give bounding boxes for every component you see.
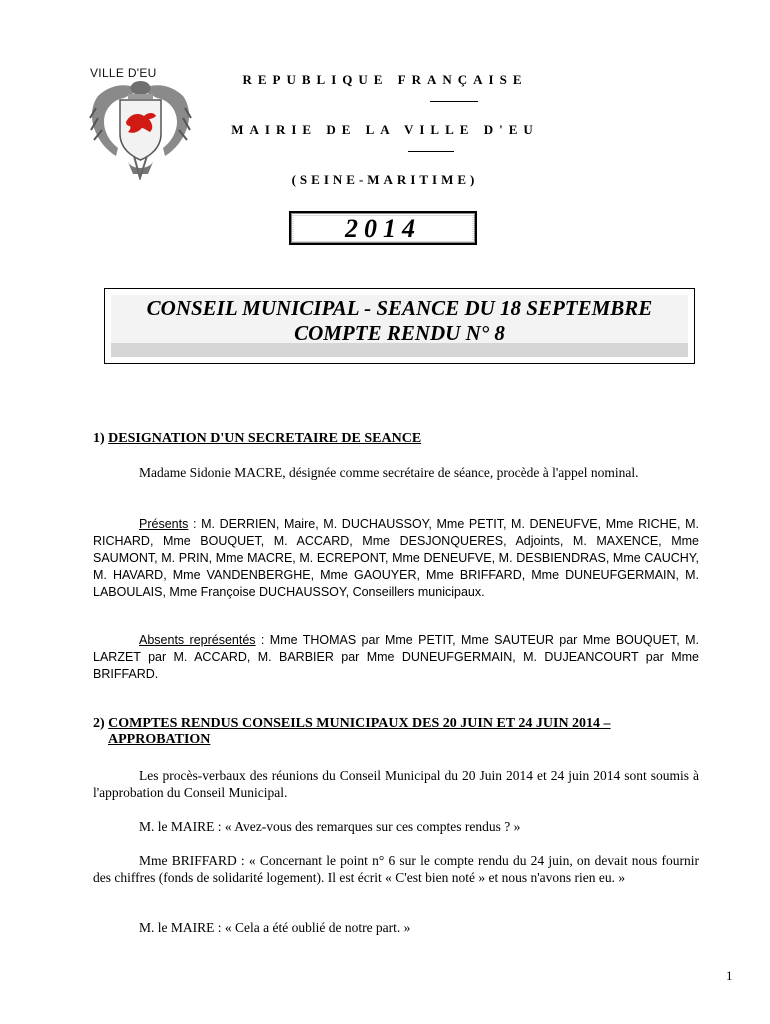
intro-text: Madame Sidonie MACRE, désignée comme secrétaire de séance, procède à l'appel nominal. — [139, 465, 639, 480]
header-divider — [408, 151, 454, 152]
presents-label: Présents — [139, 517, 189, 531]
section-2-title-line-2: APPROBATION — [108, 732, 211, 747]
header-departement: (SEINE-MARITIME) — [291, 172, 479, 187]
page-number: 1 — [726, 968, 733, 983]
section-1-intro — [93, 464, 699, 481]
section-2-heading — [93, 716, 611, 748]
section-1-heading — [93, 431, 421, 447]
title-line-2: COMPTE RENDU N° 8 — [294, 321, 505, 345]
absents-label: Absents représentés — [139, 633, 256, 647]
year-box — [289, 211, 477, 245]
paragraph-text: M. le MAIRE : « Cela a été oublié de notre part. » — [139, 920, 411, 935]
header-divider — [430, 101, 478, 102]
header-republique: REPUBLIQUE FRANÇAISE — [242, 72, 528, 87]
town-logo — [88, 66, 198, 181]
year-label: 2014 — [345, 214, 421, 243]
absents-list: : Mme THOMAS par Mme PETIT, Mme SAUTEUR par Mme BOUQUET, M. LARZET par M. ACCARD, M. BARBIER par Mme DUNEUFGERMAIN, M. DUJEANCOURT par Mme BRIFFARD. — [93, 633, 700, 681]
coat-of-arms-icon — [88, 78, 193, 180]
title-box — [104, 288, 695, 364]
header-mairie: MAIRIE DE LA VILLE D'EU — [231, 122, 539, 137]
presents-paragraph — [93, 516, 699, 601]
section-2-paragraph-3 — [93, 852, 699, 886]
section-2-paragraph-2 — [93, 818, 520, 835]
presents-list: : M. DERRIEN, Maire, M. DUCHAUSSOY, Mme PETIT, M. DENEUFVE, Mme RICHE, M. RICHARD, Mme BOUQUET, M. ACCARD, Mme DESJONQUERES, Adjoints, M. MAXENCE, Mme SAUMONT, M. PRIN, Mme MACRE, M. ECREPONT, Mme DENEUFVE, M. DESBIENDRAS, Mme CAUCHY, M. HAVARD, Mme VANDENBERGHE, Mme GAOUYER, Mme BRIFFARD, Mme DUNEUFGERMAIN, M. LABOULAIS, Mme Françoise DUCHAUSSOY, Conseillers municipaux. — [93, 517, 699, 599]
paragraph-text: M. le MAIRE : « Avez-vous des remarques sur ces comptes rendus ? » — [139, 819, 521, 834]
paragraph-text: Mme BRIFFARD : « Concernant le point n° 6 sur le compte rendu du 24 juin, on devait nous fournir des chiffres (fonds de solidarité logement). Il est écrit « C'est bien noté » et nous n'avons rien eu. » — [93, 853, 699, 885]
section-1-number: 1) — [93, 431, 109, 446]
absents-paragraph — [93, 632, 699, 683]
paragraph-text: Les procès-verbaux des réunions du Conseil Municipal du 20 Juin 2014 et 24 juin 2014 sont soumis à l'approbation du Conseil Municipal. — [93, 768, 699, 800]
logo-town-name: VILLE D'EU — [90, 66, 157, 80]
section-2-number: 2) — [93, 716, 109, 731]
section-1-title: DESIGNATION D'UN SECRETAIRE DE SEANCE — [108, 431, 422, 446]
section-2-title-line-1: COMPTES RENDUS CONSEILS MUNICIPAUX DES 20 JUIN ET 24 JUIN 2014 – — [108, 716, 611, 731]
title-line-1: CONSEIL MUNICIPAL - SEANCE DU 18 SEPTEMBRE — [146, 296, 653, 320]
section-2-paragraph-4 — [93, 919, 410, 936]
section-2-paragraph-1 — [93, 767, 699, 801]
